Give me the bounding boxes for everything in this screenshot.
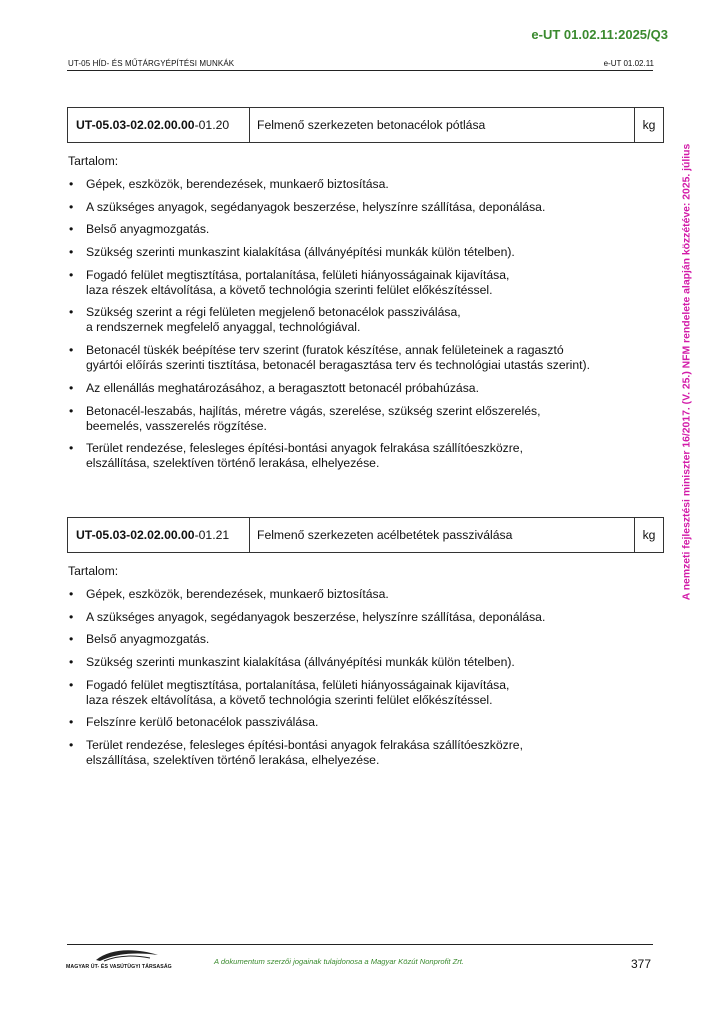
list-item: • Betonacél-leszabás, hajlítás, méretre vágás, szerelése, szükség szerint előszerelés, beemelés, vasszerelés rögzítése. — [68, 404, 668, 434]
list-item: • Felszínre kerülő betonacélok passziválása. — [68, 715, 668, 730]
list-item: • Gépek, eszközök, berendezések, munkaerő biztosítása. — [68, 177, 668, 192]
item-code — [68, 108, 250, 142]
list-item: • Fogadó felület megtisztítása, portalanítása, felületi hiányosságainak kijavítása, laza részek eltávolítása, a követő technológia szerinti felület előkészítéssel. — [68, 678, 668, 708]
list-item: • Fogadó felület megtisztítása, portalanítása, felületi hiányosságainak kijavítása, laza részek eltávolítása, a követő technológia szerinti felület előkészítéssel. — [68, 268, 668, 298]
list-item: • Belső anyagmozgatás. — [68, 222, 668, 237]
content-label: Tartalom: — [68, 154, 119, 168]
list-item: • Belső anyagmozgatás. — [68, 632, 668, 647]
item-title: Felmenő szerkezeten betonacélok pótlása — [250, 108, 635, 142]
society-logo — [66, 946, 172, 972]
list-item: • Szükség szerinti munkaszint kialakítása (állványépítési munkák külön tételben). — [68, 245, 668, 260]
item-header-table — [67, 517, 664, 553]
item-code-suffix: -01.21 — [194, 528, 230, 542]
list-item: • A szükséges anyagok, segédanyagok beszerzése, helyszínre szállítása, deponálása. — [68, 610, 668, 625]
list-item: • Szükség szerinti munkaszint kialakítása (állványépítési munkák külön tételben). — [68, 655, 668, 670]
list-item: • A szükséges anyagok, segédanyagok beszerzése, helyszínre szállítása, deponálása. — [68, 200, 668, 215]
content-list — [68, 587, 668, 776]
item-title: Felmenő szerkezeten acélbetétek passziválása — [250, 518, 635, 552]
page-number: 377 — [630, 957, 651, 971]
standard-code-header: e-UT 01.02.11 — [603, 59, 654, 68]
logo-swoosh-icon — [66, 946, 166, 964]
chapter-header: UT-05 HÍD- ÉS MŰTÁRGYÉPÍTÉSI MUNKÁK — [68, 59, 235, 68]
item-unit: kg — [642, 118, 656, 132]
header-divider — [67, 70, 653, 71]
list-item: • Gépek, eszközök, berendezések, munkaerő biztosítása. — [68, 587, 668, 602]
side-note-text: A nemzeti fejlesztési miniszter 16/2017. (V. 25.) NFM rendelete alapján közzétéve: 2025. július — [681, 143, 693, 601]
logo-text: MAGYAR ÚT- ÉS VASÚTÜGYI TÁRSASÁG — [66, 964, 172, 970]
document-code: e-UT 01.02.11:2025/Q3 — [531, 27, 668, 42]
item-unit: kg — [642, 528, 656, 542]
item-code — [68, 518, 250, 552]
list-item: • Terület rendezése, felesleges építési-bontási anyagok felrakása szállítóeszközre, elszállítása, szelektíven történő lerakása, elhelyezése. — [68, 441, 668, 471]
item-code-suffix: -01.20 — [194, 118, 230, 132]
list-item: • Szükség szerint a régi felületen megjelenő betonacélok passziválása, a rendszernek megfelelő anyaggal, technológiával. — [68, 305, 668, 335]
copyright-note: A dokumentum szerzői jogainak tulajdonosa a Magyar Közút Nonprofit Zrt. — [214, 957, 465, 966]
item-code-main: UT-05.03-02.02.00.00 — [76, 528, 195, 542]
item-header-table — [67, 107, 664, 143]
item-code-main: UT-05.03-02.02.00.00 — [76, 118, 195, 132]
content-list — [68, 177, 668, 479]
list-item: • Betonacél tüskék beépítése terv szerint (furatok készítése, annak felületeinek a ragasztó gyártói előírás szerinti tisztítása, betonacél beragasztása terv és technológiai utastás szerint). — [68, 343, 668, 373]
list-item: • Az ellenállás meghatározásához, a beragasztott betonacél próbahúzása. — [68, 381, 668, 396]
footer-divider — [67, 944, 653, 945]
list-item: • Terület rendezése, felesleges építési-bontási anyagok felrakása szállítóeszközre, elszállítása, szelektíven történő lerakása, elhelyezése. — [68, 738, 668, 768]
content-label: Tartalom: — [68, 564, 119, 578]
